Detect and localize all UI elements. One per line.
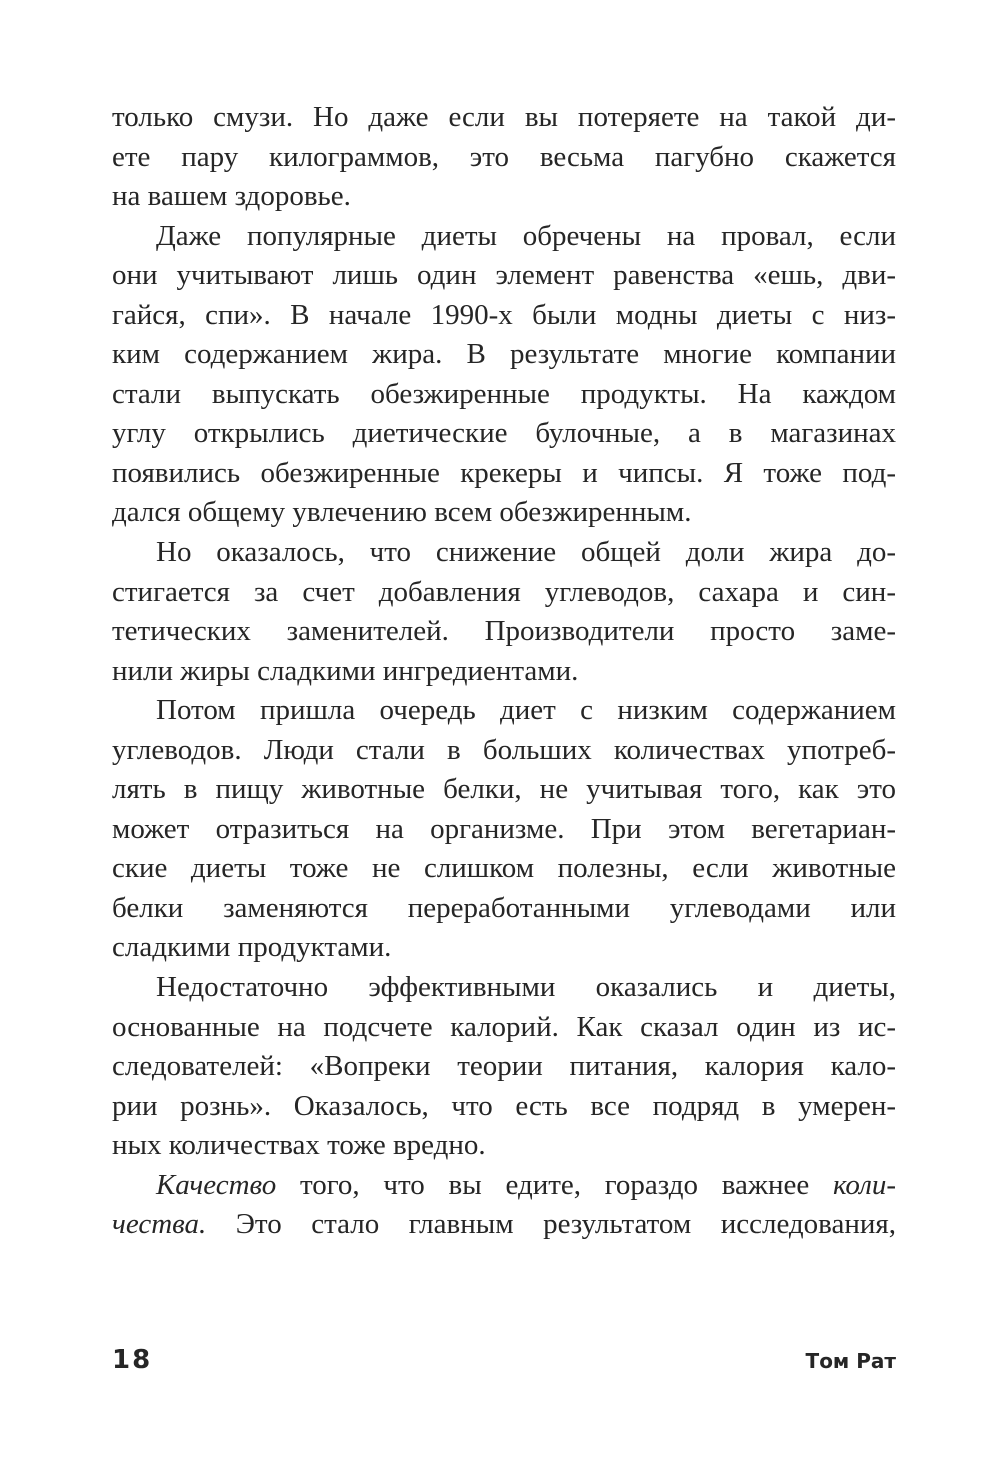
text-line — [112, 1008, 896, 1048]
text-line — [112, 177, 896, 217]
text-segment: может отразиться на организме. При этом вегетариан- — [112, 812, 896, 845]
text-segment: Даже популярные диеты обречены на провал, если — [156, 219, 896, 252]
text-line — [112, 1126, 896, 1166]
text-line — [112, 533, 896, 573]
text-line — [112, 414, 896, 454]
text-line — [112, 849, 896, 889]
text-line — [112, 454, 896, 494]
text-segment: Потом пришла очередь диет с низким содержанием — [156, 694, 896, 727]
text-line — [112, 1205, 896, 1245]
text-segment: на вашем здоровье. — [112, 180, 351, 213]
text-segment: тетических заменителей. Производители просто заме- — [112, 615, 896, 648]
text-line — [112, 296, 896, 336]
text-line — [112, 493, 896, 533]
text-line — [112, 691, 896, 731]
page-footer — [112, 1345, 896, 1385]
text-segment: нили жиры сладкими ингредиентами. — [112, 654, 579, 687]
text-segment: Это стало главным результатом исследования, — [206, 1208, 896, 1241]
text-line — [112, 138, 896, 178]
page-number: 18 — [112, 1345, 153, 1375]
text-segment: основанные на подсчете калорий. Как сказал один из ис- — [112, 1010, 896, 1043]
running-footer-author: Том Рат — [805, 1349, 896, 1373]
text-segment: Недостаточно эффективными оказались и диеты, — [156, 971, 896, 1004]
text-segment: ете пару килограммов, это весьма пагубно скажется — [112, 140, 896, 173]
italic-text-segment: Качество — [156, 1168, 277, 1201]
text-line — [112, 98, 896, 138]
text-segment: стали выпускать обезжиренные продукты. На каждом — [112, 377, 896, 410]
text-segment: они учитывают лишь один элемент равенства «ешь, дви- — [112, 259, 896, 292]
italic-text-segment: чества. — [112, 1208, 207, 1241]
text-segment: стигается за счет добавления углеводов, сахара и син- — [112, 575, 896, 608]
text-line — [112, 573, 896, 613]
text-line — [112, 652, 896, 692]
page-body-text — [112, 98, 896, 1245]
text-line — [112, 1166, 896, 1206]
text-line — [112, 1087, 896, 1127]
text-line — [112, 217, 896, 257]
text-line — [112, 1047, 896, 1087]
text-segment: только смузи. Но даже если вы потеряете на такой ди- — [112, 101, 896, 133]
italic-text-segment: коли- — [832, 1168, 896, 1201]
text-segment: появились обезжиренные крекеры и чипсы. Я тоже под- — [112, 456, 896, 489]
text-line — [112, 612, 896, 652]
text-segment: углу открылись диетические булочные, а в магазинах — [112, 417, 896, 450]
text-segment: углеводов. Люди стали в больших количествах употреб- — [112, 733, 896, 766]
text-line — [112, 335, 896, 375]
text-line — [112, 770, 896, 810]
text-line — [112, 889, 896, 929]
text-segment: гайся, спи». В начале 1990-х были модны диеты с низ- — [112, 298, 896, 331]
text-segment: Но оказалось, что снижение общей доли жира до- — [156, 536, 896, 569]
text-segment: дался общему увлечению всем обезжиренным. — [112, 496, 692, 529]
text-line — [112, 731, 896, 771]
text-segment: лять в пищу животные белки, не учитывая того, как это — [112, 773, 896, 806]
text-line — [112, 256, 896, 296]
text-segment: следователей: «Вопреки теории питания, калория кало- — [112, 1050, 896, 1083]
text-line — [112, 928, 896, 968]
text-segment: белки заменяются переработанными углеводами или — [112, 891, 896, 924]
text-line — [112, 810, 896, 850]
text-segment: рии рознь». Оказалось, что есть все подряд в умерен- — [112, 1089, 896, 1122]
text-line — [112, 375, 896, 415]
text-segment: того, что вы едите, гораздо важнее — [276, 1168, 833, 1201]
text-segment: сладкими продуктами. — [112, 931, 392, 964]
text-line — [112, 968, 896, 1008]
text-segment: ким содержанием жира. В результате многие компании — [112, 338, 896, 371]
text-segment: ские диеты тоже не слишком полезны, если животные — [112, 852, 896, 885]
text-segment: ных количествах тоже вредно. — [112, 1129, 486, 1162]
